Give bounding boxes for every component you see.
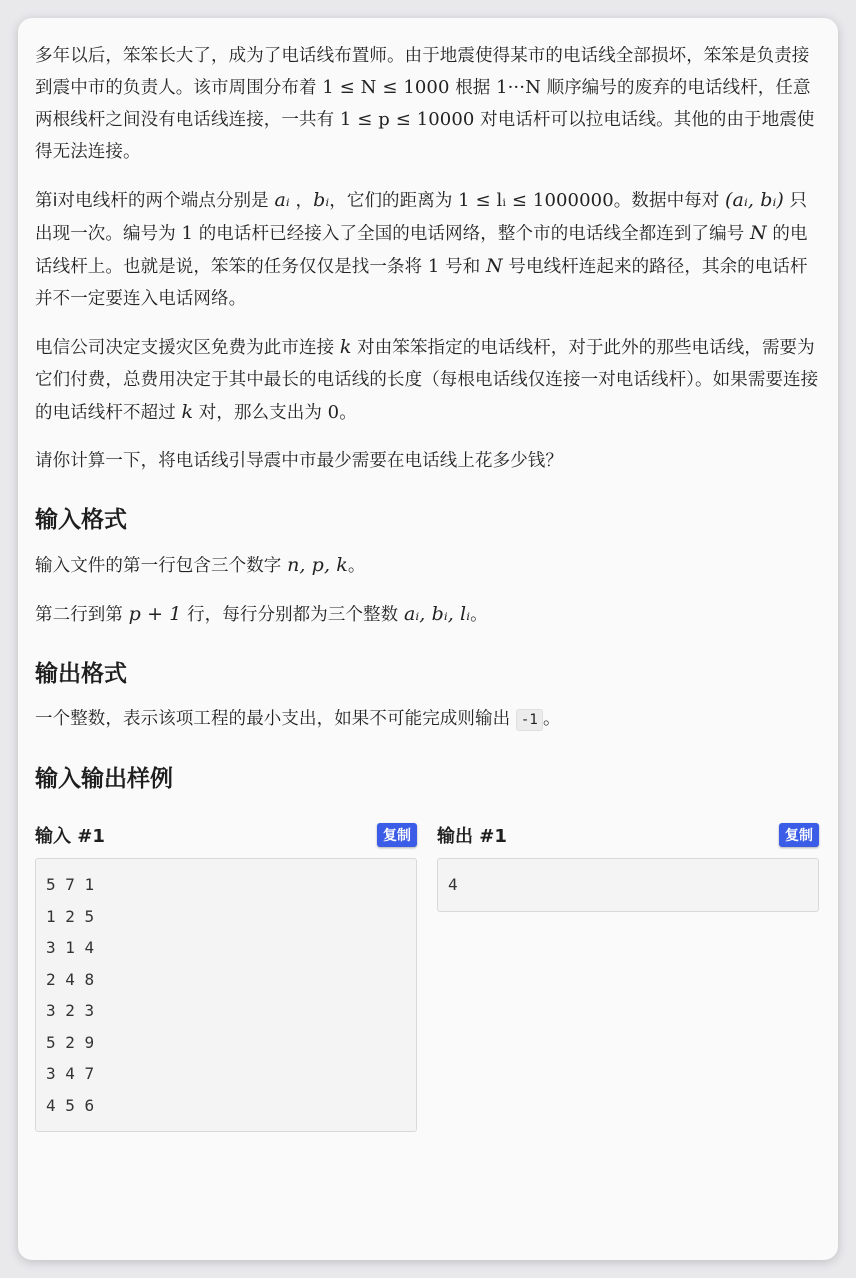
code-line: 4 5 6 (46, 1095, 95, 1115)
text: 的电话杆已经接入了全国的电话网络，整个市的电话线全都连到了编号 (193, 224, 750, 244)
sample-output-column (437, 820, 819, 1132)
code-line: 3 1 4 (46, 938, 95, 957)
description-paragraph-4: 请你计算一下，将电话线引导震中市最少需要在电话线上花多少钱？ (35, 451, 563, 471)
text: 输入文件的第一行包含三个数字 (35, 556, 288, 576)
text: 。数据中每对 (613, 191, 726, 211)
code-line: 4 (448, 875, 458, 894)
text: 一个整数，表示该项工程的最小支出，如果不可能完成则输出 (35, 709, 516, 729)
text: 根据 (449, 78, 497, 98)
text: 的电话线杆上。也就是说，笨笨的任务仅仅是找一条将 (35, 224, 808, 277)
text: 第i对电线杆的两个端点分别是 (35, 191, 275, 211)
code-line: 3 4 7 (46, 1064, 95, 1083)
samples-title: 输入输出样例 (35, 766, 173, 792)
sample-output-title: 输出 #1 (437, 826, 507, 847)
text: 顺序编号的废弃的电话线杆，任意两根线杆之间没有电话线连接，一共有 (35, 78, 811, 130)
text: 。 (347, 556, 366, 576)
math-a-b-l: aᵢ, bᵢ, lᵢ (403, 603, 471, 625)
copy-input-button[interactable]: 复制 (377, 823, 417, 847)
description-paragraph-2 (35, 184, 821, 315)
math-p-plus-one: p + 1 (128, 603, 182, 625)
text: ，它们的距离为 (329, 191, 459, 211)
output-format-title: 输出格式 (35, 661, 127, 687)
code-line: 5 7 1 (46, 875, 95, 894)
text: 号和 (439, 257, 486, 277)
description-paragraph-3 (35, 331, 821, 429)
input-format-paragraph-1 (35, 549, 821, 582)
text: 对由笨笨指定的电话线杆，对于此外的那些电话线，需要为它们付费，总费用决定于其中最长的电话线的长度（每根电话线仅连接一对电话线杆）。如果需要连接的电话线杆不超过 (35, 338, 819, 423)
math-pair: (aᵢ, bᵢ) (725, 189, 784, 211)
text: 。 (542, 709, 561, 729)
math-one: 1 (181, 223, 194, 244)
text: 多年以后，笨笨长大了，成为了电话线布置师。由于地震使得某市的电话线全部损坏，笨笨是负责接到震中市的负责人。该市周围分布着 (35, 46, 810, 98)
text: 。 (470, 605, 488, 625)
input-format-title: 输入格式 (35, 507, 127, 533)
sample-input-column (35, 820, 417, 1132)
text: 电信公司决定支援灾区免费为此市连接 (35, 338, 340, 358)
text: 。 (339, 403, 357, 423)
problem-card (18, 18, 838, 1260)
text: 第二行到第 (35, 605, 129, 625)
math-n: N (485, 255, 503, 277)
sample-input-header (35, 820, 417, 850)
sample-input-box[interactable] (35, 858, 417, 1132)
text: 对，那么支出为 (193, 403, 328, 423)
math-k: k (339, 336, 352, 358)
math-l-range: 1 ≤ lᵢ ≤ 1000000 (458, 190, 614, 211)
math-a-i: aᵢ (274, 189, 290, 211)
code-line: 2 4 8 (46, 969, 95, 989)
math-b-i: bᵢ (313, 189, 330, 211)
sample-input-title: 输入 #1 (35, 826, 105, 847)
sample-output-header (437, 820, 819, 850)
description-paragraph-1 (35, 40, 821, 168)
text: 行，每行分别都为三个整数 (181, 605, 404, 625)
math-range: 1···N (496, 77, 541, 98)
code-line: 1 2 5 (46, 906, 95, 926)
math-n: N (749, 222, 767, 244)
sample-output-box[interactable] (437, 858, 819, 912)
text: 号电线杆连起来的路径，其余的电话杆并不一定要连入电话网络。 (35, 257, 808, 309)
output-format-paragraph (35, 703, 821, 736)
inline-code-minus-one: -1 (516, 709, 543, 731)
math-one: 1 (427, 256, 440, 277)
code-line: 5 2 9 (46, 1032, 95, 1052)
text: 对电话杆可以拉电话线。其他的由于地震使得无法连接。 (35, 110, 815, 162)
samples-container (35, 820, 821, 1132)
math-n-range: 1 ≤ N ≤ 1000 (322, 77, 450, 98)
math-k: k (181, 401, 194, 423)
text: 只出现一次。编号为 (35, 191, 808, 244)
copy-output-button[interactable]: 复制 (779, 823, 819, 847)
math-p-range: 1 ≤ p ≤ 10000 (339, 109, 475, 130)
math-zero: 0 (327, 402, 340, 423)
input-format-paragraph-2 (35, 598, 821, 631)
code-line: 3 2 3 (46, 1001, 95, 1020)
text: ， (289, 191, 314, 211)
math-n-p-k: n, p, k (287, 554, 348, 576)
